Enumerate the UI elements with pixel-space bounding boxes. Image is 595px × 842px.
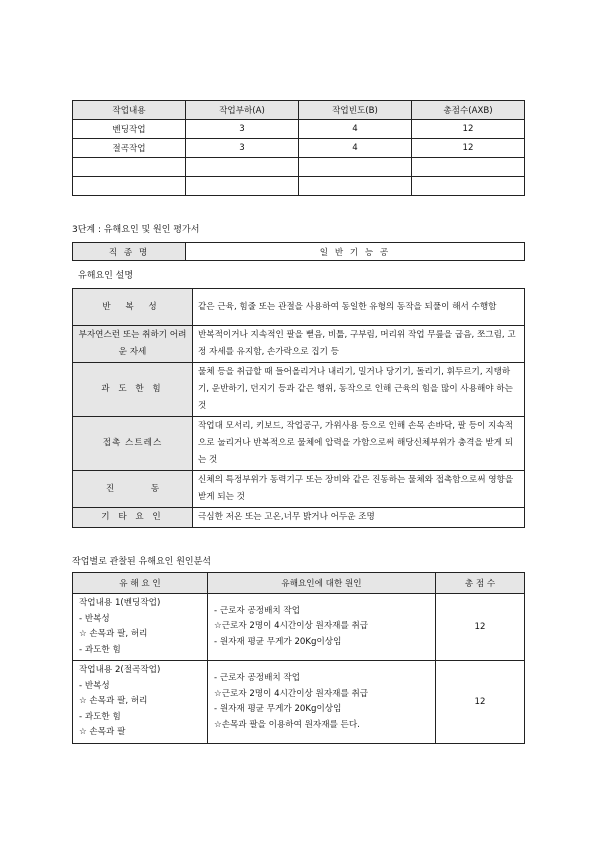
analysis-header-cell: 총 점 수 xyxy=(436,573,525,594)
hazard-name: 기 타 요 인 xyxy=(73,508,193,528)
workload-header-row xyxy=(73,101,525,120)
workload-cell: 4 xyxy=(299,120,412,139)
table-row xyxy=(73,243,525,261)
table-row xyxy=(73,120,525,139)
workload-cell: 4 xyxy=(299,139,412,158)
table-row xyxy=(73,594,525,661)
table-row xyxy=(73,158,525,177)
hazard-desc: 같은 근육, 힘줄 또는 관절을 사용하여 동일한 유형의 동작을 되풀이 해서 수행함 xyxy=(193,289,525,326)
table-row xyxy=(73,471,525,508)
factor-line: - 반복성 xyxy=(79,613,110,624)
workload-header-cell: 작업빈도(B) xyxy=(299,101,412,120)
table-row xyxy=(73,177,525,196)
analysis-header-cell: 유해요인에 대한 원인 xyxy=(208,573,436,594)
table-row xyxy=(73,289,525,326)
workload-cell: 절곡작업 xyxy=(73,139,186,158)
cause-line: - 근로자 공정배치 작업 xyxy=(214,673,301,683)
cause-line: - 원자재 평균 무게가 20Kg이상임 xyxy=(214,636,342,647)
workload-cell: 벤딩작업 xyxy=(73,120,186,139)
factor-list xyxy=(73,594,208,661)
hazard-analysis-table xyxy=(72,572,525,744)
workload-cell xyxy=(73,177,186,196)
cause-line: ☆근로자 2명이 4시간이상 원자재를 취급 xyxy=(214,688,369,699)
factor-line: ☆ 손목과 팔 xyxy=(79,727,126,738)
workload-cell xyxy=(73,158,186,177)
workload-cell xyxy=(299,177,412,196)
factor-line: - 반복성 xyxy=(79,680,110,691)
analysis-header-cell: 유 해 요 인 xyxy=(73,573,208,594)
hazard-desc: 반복적이거나 지속적인 팔을 뻗음, 비틂, 구부림, 머리위 작업 무릎을 굽음, 쪼그림, 고정 자세를 유지함, 손가락으로 집기 등 xyxy=(193,326,525,363)
job-type-label: 직 종 명 xyxy=(73,243,186,261)
cause-line: - 원자재 평균 무게가 20Kg이상임 xyxy=(214,704,342,714)
analysis-header-row xyxy=(73,573,525,594)
factor-line: - 과도한 힘 xyxy=(79,711,121,722)
job-type-value: 일 반 기 능 공 xyxy=(186,243,525,261)
cause-line: ☆손목과 팔을 이용하여 원자재를 든다. xyxy=(214,719,360,730)
factor-line: - 과도한 힘 xyxy=(79,644,121,655)
hazard-name: 진 동 xyxy=(73,471,193,508)
cause-list xyxy=(208,594,436,661)
hazard-desc: 작업대 모서리, 키보드, 작업공구, 가위사용 등으로 인해 손목 손바닥, 팔 등이 지속적으로 눌리거나 반복적으로 물체에 압력을 가함으로써 해당신체부위가 충격을 받게 되는 것 xyxy=(193,417,525,471)
workload-cell xyxy=(299,158,412,177)
cause-line: - 근로자 공정배치 작업 xyxy=(214,605,301,616)
workload-cell xyxy=(186,158,299,177)
workload-cell: 12 xyxy=(412,120,525,139)
table-row xyxy=(73,326,525,363)
workload-cell xyxy=(412,158,525,177)
table-row xyxy=(73,417,525,471)
analysis-title: 작업별로 관찰된 유해요인 원인분석 xyxy=(72,557,211,567)
workload-cell: 12 xyxy=(412,139,525,158)
workload-cell xyxy=(186,177,299,196)
workload-header-cell: 작업내용 xyxy=(73,101,186,120)
workload-cell xyxy=(412,177,525,196)
factor-line: 작업내용 1(벤딩작업) xyxy=(79,598,161,608)
table-row xyxy=(73,363,525,417)
table-row xyxy=(73,139,525,158)
hazard-name: 부자연스런 또는 취하기 어려운 자세 xyxy=(73,326,193,363)
cause-line: ☆근로자 2명이 4시간이상 원자재를 취급 xyxy=(214,621,369,632)
factor-line: 작업내용 2(절곡작업) xyxy=(79,665,161,676)
workload-table xyxy=(72,100,525,196)
hazard-section-title: 유해요인 설명 xyxy=(78,271,134,281)
cause-list xyxy=(208,661,436,744)
total-score: 12 xyxy=(436,661,525,744)
hazard-name: 반 복 성 xyxy=(73,289,193,326)
step3-title: 3단계 : 유해요인 및 원인 평가서 xyxy=(72,225,200,235)
workload-header-cell: 총점수(AXB) xyxy=(412,101,525,120)
hazard-desc: 극심한 저온 또는 고온,너무 밝거나 어두운 조명 xyxy=(193,508,525,528)
job-type-table xyxy=(72,242,525,261)
hazard-desc: 물체 등을 취급할 때 들어올리거나 내리기, 밀거나 당기기, 돌리기, 휘두르기, 지탱하기, 운반하기, 던지기 등과 같은 행위, 동작으로 인해 근육의 힘을 많이 사용해야 하는 것 xyxy=(193,363,525,417)
hazard-name: 접촉 스트레스 xyxy=(73,417,193,471)
table-row xyxy=(73,661,525,744)
workload-cell: 3 xyxy=(186,139,299,158)
factor-line: ☆ 손목과 팔, 허리 xyxy=(79,696,148,707)
workload-cell: 3 xyxy=(186,120,299,139)
factor-line: ☆ 손목과 팔, 허리 xyxy=(79,629,148,639)
hazard-description-table xyxy=(72,288,525,528)
table-row xyxy=(73,508,525,528)
hazard-name: 과 도 한 힘 xyxy=(73,363,193,417)
factor-list xyxy=(73,661,208,744)
hazard-desc: 신체의 특정부위가 동력기구 또는 장비와 같은 진동하는 물체와 접촉함으로써 영향을 받게 되는 것 xyxy=(193,471,525,508)
workload-header-cell: 작업부하(A) xyxy=(186,101,299,120)
total-score: 12 xyxy=(436,594,525,661)
